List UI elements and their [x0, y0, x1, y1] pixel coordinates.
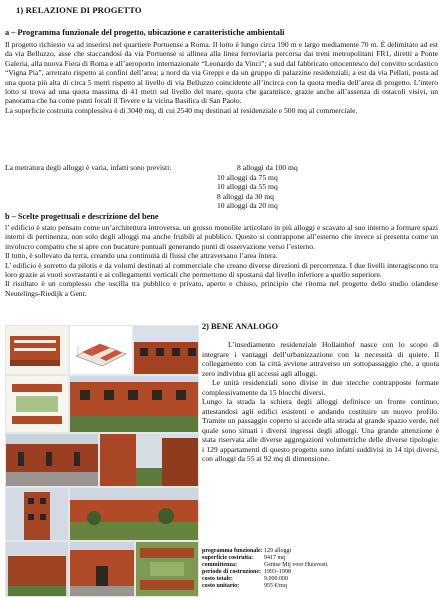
list-item: 10 alloggi da 75 mq — [217, 172, 278, 182]
subsection-a-title: a – Programma funzionale del progetto, ubicazione e caratteristiche ambientali — [5, 28, 285, 37]
paragraph: La superficie costruita complessiva è di 3040 mq, di cui 2540 mq destinati al residenziale e 500 mq al commerciale. — [5, 105, 358, 115]
spec-row — [202, 548, 328, 555]
spec-key: superficie costruita: — [202, 555, 254, 562]
spec-row — [202, 583, 328, 590]
spec-table — [202, 548, 328, 591]
aerial-photo — [135, 541, 199, 597]
garden-photo — [69, 487, 199, 541]
spec-value: 129 alloggi — [264, 548, 292, 554]
spec-key: costo unitario: — [202, 583, 240, 590]
section-1-body-a — [5, 40, 438, 115]
spec-row — [202, 562, 328, 569]
spec-row — [202, 576, 328, 583]
facade-photo — [133, 325, 199, 375]
building-photo — [5, 325, 69, 375]
paragraph: L’ edificio è sorretto da pilotis e da volumi destinati al commerciale che creano diverse direzioni di percorrenza. I due livelli interagiscono tra loro grazie ai vuoti sovrastanti e ai collegamenti verticali che permettono di spostarsi dal livello inferiore a quello superiore. — [5, 260, 438, 280]
spec-value: 955 €/mq — [264, 583, 287, 590]
spec-key: costo totale: — [202, 576, 233, 583]
section-1-title: 1) RELAZIONE DI PROGETTO — [16, 5, 142, 15]
axonometric-drawing — [69, 325, 133, 375]
elevation-photo — [5, 541, 69, 597]
paragraph: Lungo la strada la schiera degli alloggi definisce un fronte continuo, attestandosi agli edifici esistenti e andando costituire un nuovo profilo. Tramite un passaggio coperto si accede alla strada al grande spazio verde, nel quale sono situati i diversi ingressi degli alloggi. Una grande attenzione è stata riservata alle diverse aggregazioni volumetriche delle diverse tipologie: i 129 appartamenti di questo progetto sono infatti suddivisi in 14 tipi diversi, con alloggi da 55 ai 92 mq di dimensione. — [202, 397, 439, 463]
paragraph: L’insediamento residenziale Hollainhof nasce con lo scopo di integrare i vantaggi dell’urbanizzazione con la necessità di quiete. Il collegamento con la città avviene attraverso un sottopassaggio che, a quota zero individua gli accessi agli alloggi. — [202, 340, 439, 378]
list-item: 8 alloggi da 100 mq — [237, 163, 298, 172]
spec-value: 9.000.000 — [264, 576, 288, 583]
list-item: 10 alloggi da 20 mq — [217, 201, 278, 211]
passage-photo — [99, 433, 199, 487]
entrance-photo — [69, 541, 135, 597]
list-item: 8 alloggi da 30 mq — [217, 191, 274, 201]
paragraph: l’ edificio è stato pensato come un’architettura introversa, un grosso monolite articolato in più alloggi e scavato al suo interno a formare spazi interni di pertinenza, non solo degli alloggi ma anche fruibili al pubblico. Questo si contrappone all’esterno che invece si presenta come un involucro compatto che si apre con bucature puntuali generando punti di osservazione verso l’esterno. — [5, 223, 438, 251]
paragraph: Le unità residenziali sono divise in due stecche contrapposte formate complessivamente da 15 blocchi diversi. — [202, 378, 439, 397]
paragraph: Il risultato è un complesso che oscilla tra pubblico e privato, aperto e chiuso, principio che ritorna nel progetto dello studio olandese Neutelings-Riedijk a Gent. — [5, 279, 438, 298]
courtyard-photo — [69, 375, 199, 433]
site-plan-drawing — [5, 375, 69, 433]
spec-row — [202, 569, 328, 576]
spec-value: 9417 mq — [264, 555, 286, 562]
paragraph: Il progetto richiesto va ad inserirsi nel quartiere Portuense a Roma. Il lotto è lungo circa 190 m e largo mediamente 70 m. È delimitato ad est da via Belluzzo, asse che staccandosi da via Portuense si allinea alla linea ferroviaria percorsa dai treni metropolitani FR1, diretti a Ponte Galeria, alla nuova Fiera di Roma e all’aeroporto internazionale “Leonardo da Vinci”; a sud dal fabbricato ottocentesco del convitto scolastico “Vigna Pia”, arretrato rispetto ai confini dell’area; a nord da via Greppi e da un gruppo di palazzine residenziali; a est da via Pellati, posta ad una quota più alta di circa 5 metri rispetto al livello di via Belluzzo coincidente all’incirca con la quota media dell’area di progetto. L’intero lotto si trova ad una quota massima di 41 metri sul livello del mare, quota che garantisce, grazie anche all’assenza di ostacoli visivi, un panorama che ha come punti focali il Tevere e la vicina Basilica di San Paolo. — [5, 40, 438, 106]
apartment-list — [5, 163, 298, 211]
spec-value: Gentse Mij voor Huisvesti — [264, 562, 328, 569]
spec-key: programma funzionale: — [202, 548, 263, 554]
section-2-title: 2) BENE ANALOGO — [202, 322, 279, 331]
paragraph: Il tutto, è sollevato da terra, creando una continuità di flussi che attraversano l’area intera. — [5, 251, 278, 261]
reference-photo-collage — [5, 325, 197, 595]
tower-photo — [5, 487, 69, 541]
street-photo — [5, 433, 99, 487]
list-item: 10 alloggi da 55 mq — [217, 182, 278, 192]
list-intro: La metratura degli alloggi è varia, infatti sono previsti: — [5, 163, 172, 172]
spec-key: committenza: — [202, 562, 237, 569]
section-1-body-b — [5, 223, 438, 298]
spec-value: 1993–1998 — [264, 569, 291, 576]
spec-row — [202, 555, 328, 562]
subsection-b-title: b – Scelte progettuali e descrizione del bene — [5, 212, 159, 221]
section-2-body — [202, 340, 439, 464]
spec-key: periodo di costruzione: — [202, 569, 261, 576]
